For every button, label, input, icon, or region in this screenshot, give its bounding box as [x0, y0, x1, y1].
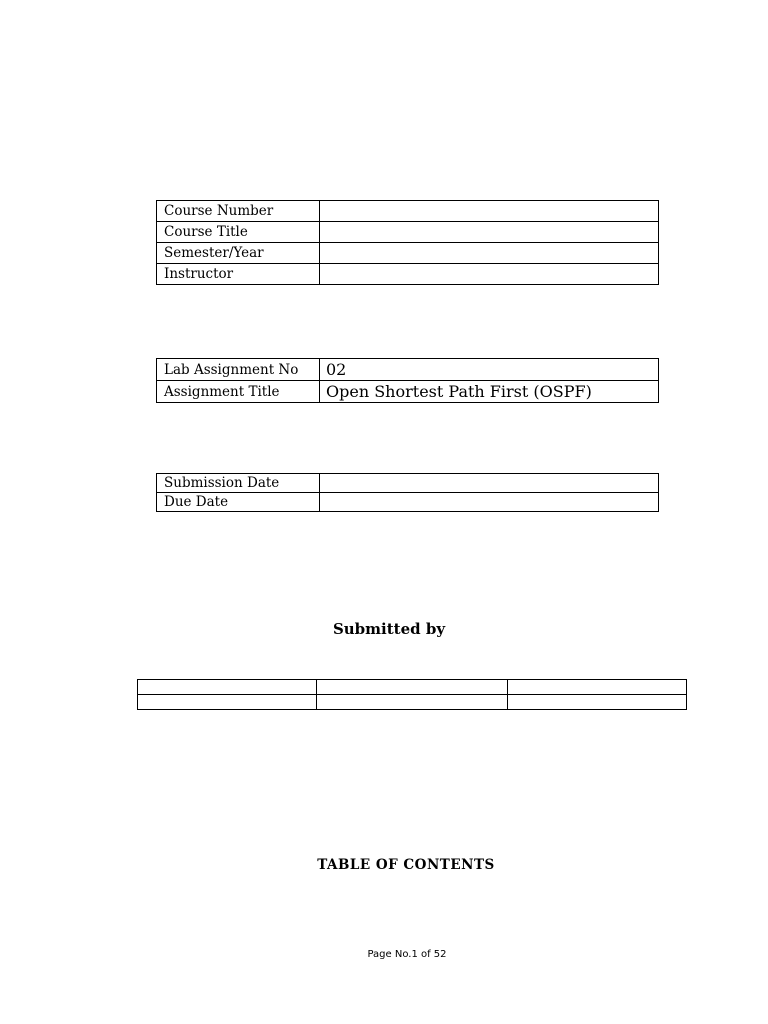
lab-assignment-no-label: Lab Assignment No — [157, 359, 320, 381]
submitted-by-heading: Submitted by — [332, 620, 446, 638]
submitter-cell — [317, 680, 508, 695]
table-row — [157, 359, 659, 381]
course-info-table — [156, 200, 659, 285]
table-row — [157, 493, 659, 512]
course-title-label: Course Title — [157, 222, 320, 243]
table-row — [138, 695, 687, 710]
instructor-label: Instructor — [157, 264, 320, 285]
course-number-value — [320, 201, 659, 222]
table-row — [157, 243, 659, 264]
assignment-title-label: Assignment Title — [157, 381, 320, 403]
due-date-label: Due Date — [157, 493, 320, 512]
semester-year-label: Semester/Year — [157, 243, 320, 264]
submitter-cell — [508, 680, 687, 695]
submission-date-label: Submission Date — [157, 474, 320, 493]
instructor-value — [320, 264, 659, 285]
dates-table — [156, 473, 659, 512]
submitter-cell — [317, 695, 508, 710]
submitter-cell — [138, 695, 317, 710]
table-row — [157, 381, 659, 403]
table-row — [157, 222, 659, 243]
assignment-title-value: Open Shortest Path First (OSPF) — [320, 381, 659, 403]
submitter-cell — [508, 695, 687, 710]
table-row — [157, 264, 659, 285]
lab-assignment-no-value: 02 — [320, 359, 659, 381]
due-date-value — [320, 493, 659, 512]
course-number-label: Course Number — [157, 201, 320, 222]
course-title-value — [320, 222, 659, 243]
submitter-table — [137, 679, 687, 710]
table-row — [157, 474, 659, 493]
page-number-footer: Page No.1 of 52 — [367, 949, 447, 960]
submission-date-value — [320, 474, 659, 493]
table-of-contents-heading: TABLE OF CONTENTS — [317, 857, 495, 873]
semester-year-value — [320, 243, 659, 264]
table-row — [157, 201, 659, 222]
assignment-info-table — [156, 358, 659, 403]
submitter-cell — [138, 680, 317, 695]
table-row — [138, 680, 687, 695]
